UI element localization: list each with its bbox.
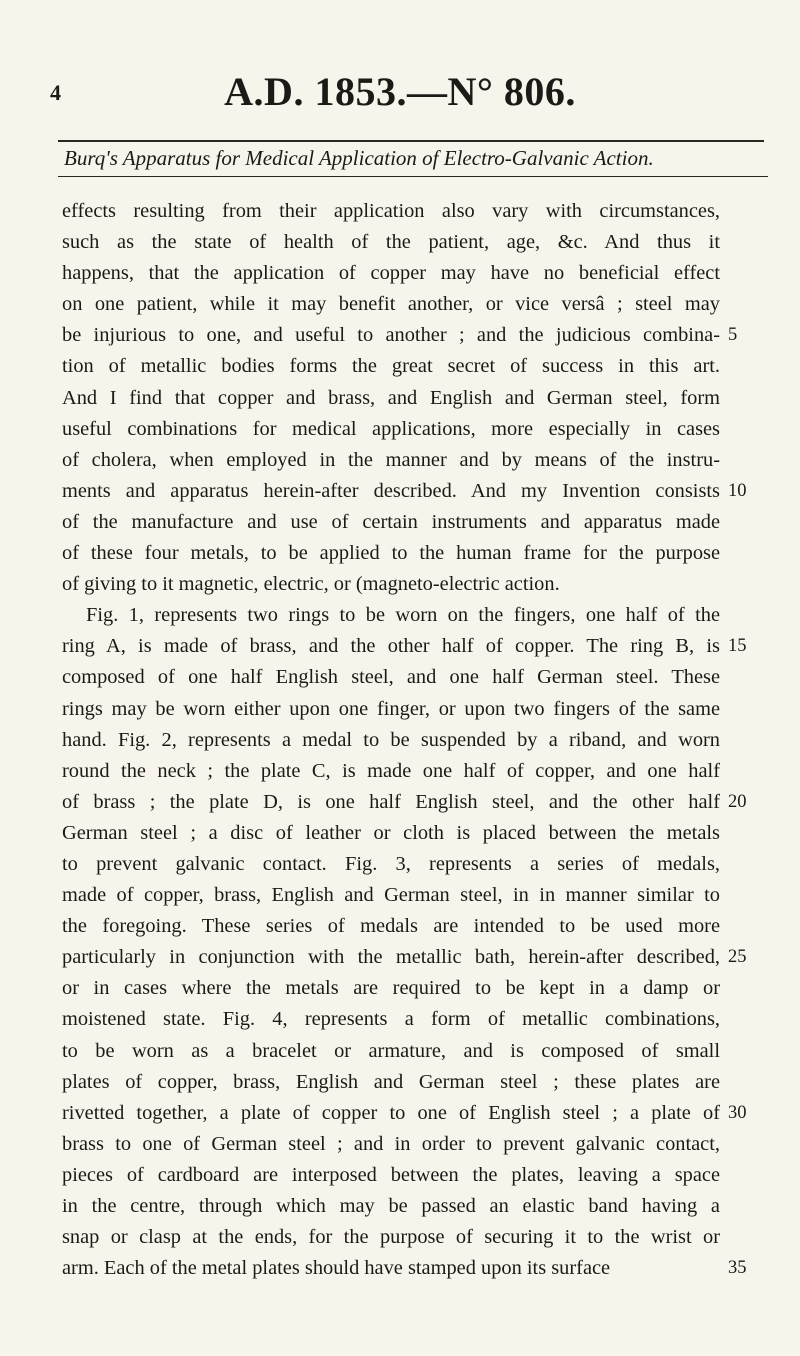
text-line [62,196,720,227]
line-text: hand. Fig. 2, represents a medal to be suspended by a riband, and worn [62,728,720,751]
line-text: snap or clasp at the ends, for the purpose of securing it to the wrist or [62,1226,720,1249]
text-line [62,445,720,476]
line-text: of these four metals, to be applied to the human frame for the purpose [62,542,720,565]
line-text: brass to one of German steel ; and in order to prevent galvanic contact, [62,1132,720,1155]
line-text: composed of one half English steel, and one half German steel. These [62,666,720,689]
line-number: 35 [728,1258,747,1279]
text-line [62,849,720,880]
line-text: to be worn as a bracelet or armature, and is composed of small [62,1039,720,1062]
line-text: of giving to it magnetic, electric, or (magneto-electric action. [62,573,560,596]
text-line [62,569,720,600]
text-line [62,1067,720,1098]
line-text: rings may be worn either upon one finger, or upon two fingers of the same [62,697,720,720]
line-text: of the manufacture and use of certain instruments and apparatus made [62,510,720,533]
text-line [62,383,720,414]
line-number: 30 [728,1102,747,1123]
text-line [62,1253,747,1284]
text-line [62,351,720,382]
text-line [62,320,738,351]
text-line [62,756,720,787]
text-line [62,476,747,507]
text-line [62,289,720,320]
text-line [62,1098,747,1129]
text-line [62,973,720,1004]
text-line [62,1222,720,1253]
text-line [62,1129,720,1160]
text-line [62,725,720,756]
text-line [62,880,720,911]
subtitle-rule [58,176,768,177]
line-text: effects resulting from their application also vary with circumstances, [62,200,720,222]
line-text: made of copper, brass, English and German steel, in in manner similar to [62,884,720,907]
text-line [62,1036,720,1067]
line-text: of cholera, when employed in the manner and by means of the instru- [62,448,720,471]
line-text: such as the state of health of the patient, age, &c. And thus it [62,231,720,254]
line-number: 15 [728,636,747,657]
line-text: be injurious to one, and useful to another ; and the judicious combina- [62,324,720,347]
line-text: pieces of cardboard are interposed between the plates, leaving a space [62,1163,720,1186]
line-text: ring A, is made of brass, and the other half of copper. The ring B, is [62,635,720,658]
text-line [62,600,720,631]
text-line [62,787,747,818]
running-subtitle: Burq's Apparatus for Medical Application of Electro-Galvanic Action. [64,146,654,170]
line-text: or in cases where the metals are required to be kept in a damp or [62,977,720,1000]
text-line [62,911,720,942]
text-line [62,227,720,258]
line-number: 5 [728,325,738,346]
line-text: to prevent galvanic contact. Fig. 3, represents a series of medals, [62,852,720,875]
line-text: happens, that the application of copper may have no beneficial effect [62,262,720,285]
text-line [62,414,720,445]
line-text: moistened state. Fig. 4, represents a form of metallic combinations, [62,1008,720,1031]
line-text: Fig. 1, represents two rings to be worn on the fingers, one half of the [86,604,720,627]
line-text: of brass ; the plate D, is one half English steel, and the other half [62,790,720,813]
text-line [62,258,720,289]
text-line [62,818,720,849]
line-text: rivetted together, a plate of copper to one of English steel ; a plate of [62,1101,720,1124]
line-text: particularly in conjunction with the metallic bath, herein-after described, [62,946,720,969]
text-line [62,1004,720,1035]
text-line [62,507,720,538]
line-text: plates of copper, brass, English and German steel ; these plates are [62,1070,720,1093]
line-text: in the centre, through which may be passed an elastic band having a [62,1195,720,1217]
page-number: 4 [50,80,61,105]
text-line [62,662,720,693]
line-text: useful combinations for medical applications, more especially in cases [62,417,720,440]
line-text: tion of metallic bodies forms the great secret of success in this art. [62,355,720,378]
line-text: on one patient, while it may benefit another, or vice versâ ; steel may [62,293,720,316]
text-line [62,1191,720,1222]
text-line [62,538,720,569]
text-line [62,631,747,662]
line-number: 20 [728,791,747,812]
text-line [62,942,747,973]
body-text [62,196,782,1284]
text-line [62,1160,720,1191]
text-line [62,694,720,725]
line-text: German steel ; a disc of leather or cloth is placed between the metals [62,821,720,844]
line-text: ments and apparatus herein-after described. And my Invention consists [62,479,720,502]
line-number: 10 [728,480,747,501]
line-text: the foregoing. These series of medals are intended to be used more [62,915,720,938]
line-text: And I find that copper and brass, and English and German steel, form [62,386,720,409]
line-number: 25 [728,947,747,968]
line-text: round the neck ; the plate C, is made one half of copper, and one half [62,759,720,782]
header-rule [58,140,764,142]
page-title: A.D. 1853.—N° 806. [224,69,576,114]
line-text: arm. Each of the metal plates should have stamped upon its surface [62,1257,611,1280]
